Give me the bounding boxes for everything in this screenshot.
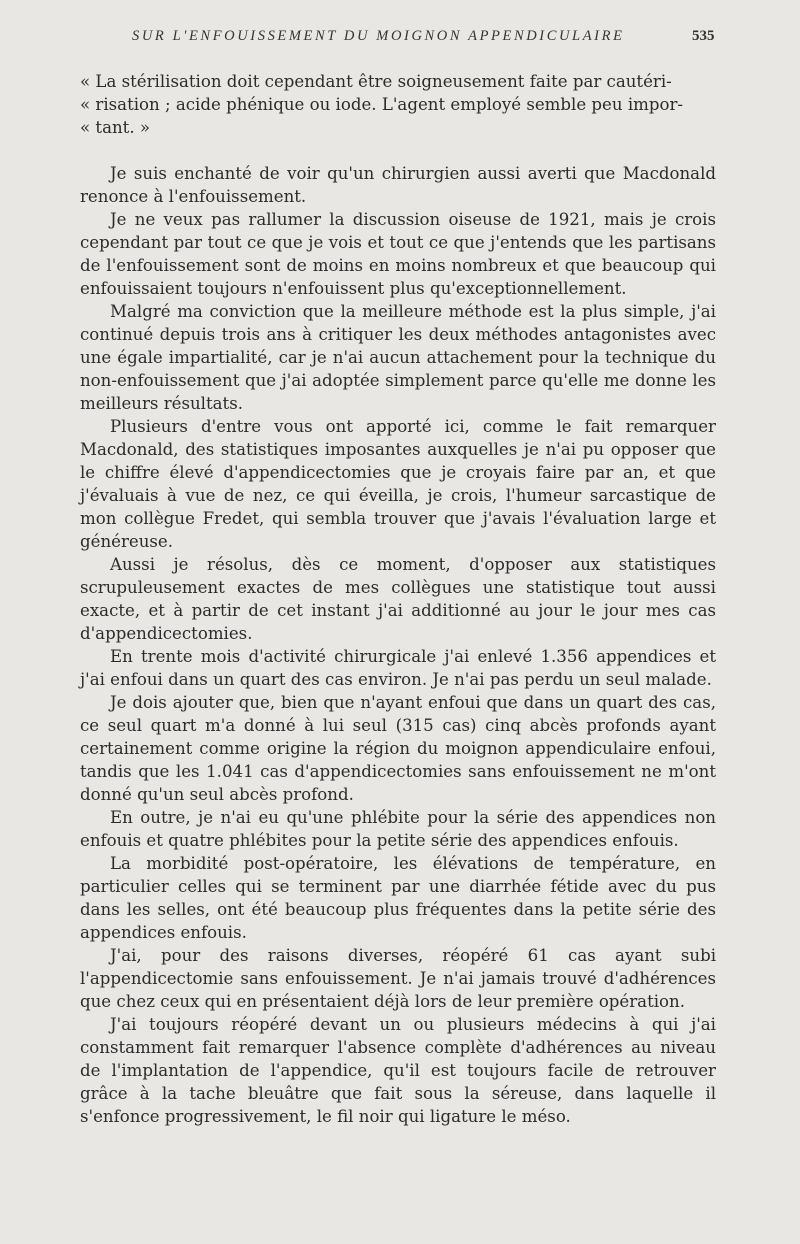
paragraph: Je dois ajouter que, bien que n'ayant enfoui que dans un quart des cas, ce seul quart m'a donné à lui seul (315 cas) cinq abcès profonds ayant certainement comme origine la région du moignon appendiculaire enfoui, tandis que les 1.041 cas d'appendicectomies sans enfouissement ne m'ont donné qu'un seul abcès profond. — [80, 693, 716, 804]
paragraph: Aussi je résolus, dès ce moment, d'opposer aux statistiques scrupuleusement exactes de mes collègues une statistique tout aussi exacte, et à partir de cet instant j'ai additionné au jour le jour mes cas d'appendicectomies. — [80, 555, 716, 643]
quote-line: « La stérilisation doit cependant être soigneusement faite par cautéri- — [80, 72, 672, 91]
quotation — [80, 70, 716, 139]
paragraph: Plusieurs d'entre vous ont apporté ici, comme le fait remarquer Macdonald, des statistiques imposantes auxquelles je n'ai pu opposer que le chiffre élevé d'appendicectomies que je croyais faire par an, et que j'évaluais à vue de nez, ce qui éveilla, je crois, l'humeur sarcastique de mon collègue Fredet, qui sembla trouver que j'avais l'évaluation large et généreuse. — [80, 417, 716, 551]
body-text — [80, 70, 716, 1128]
paragraph: Je suis enchanté de voir qu'un chirurgien aussi averti que Macdonald renonce à l'enfouissement. — [80, 164, 716, 206]
quote-line: « tant. » — [80, 118, 151, 137]
page-number: 535 — [692, 28, 715, 44]
paragraph: J'ai, pour des raisons diverses, réopéré 61 cas ayant subi l'appendicectomie sans enfouissement. Je n'ai jamais trouvé d'adhérences que chez ceux qui en présentaient déjà lors de leur première opération. — [80, 946, 716, 1011]
paragraph: Je ne veux pas rallumer la discussion oiseuse de 1921, mais je crois cependant par tout ce que je vois et tout ce que j'entends que les partisans de l'enfouissement sont de moins en moins nombreux et que beaucoup qui enfouissaient toujours n'enfouissent plus qu'exceptionnellement. — [80, 210, 716, 298]
quote-line: « risation ; acide phénique ou iode. L'agent employé semble peu impor- — [80, 95, 684, 114]
running-title: SUR L'ENFOUISSEMENT DU MOIGNON APPENDICULAIRE — [132, 28, 625, 44]
paragraph: En outre, je n'ai eu qu'une phlébite pour la série des appendices non enfouis et quatre phlébites pour la petite série des appendices enfouis. — [80, 808, 716, 850]
paragraph: Malgré ma conviction que la meilleure méthode est la plus simple, j'ai continué depuis trois ans à critiquer les deux méthodes antagonistes avec une égale impartialité, car je n'ai aucun attachement pour la technique du non-enfouissement que j'ai adoptée simplement parce qu'elle me donne les meilleurs résultats. — [80, 302, 716, 413]
paragraph: J'ai toujours réopéré devant un ou plusieurs médecins à qui j'ai constamment fait remarquer l'absence complète d'adhérences au niveau de l'implantation de l'appendice, qu'il est toujours facile de retrouver grâce à la tache bleuâtre que fait sous la séreuse, dans laquelle il s'enfonce progressivement, le fil noir qui ligature le méso. — [80, 1015, 716, 1126]
paragraph-spacer — [80, 139, 716, 162]
paragraph: En trente mois d'activité chirurgicale j'ai enlevé 1.356 appendices et j'ai enfoui dans un quart des cas environ. Je n'ai pas perdu un seul malade. — [80, 647, 716, 689]
paragraph: La morbidité post-opératoire, les élévations de température, en particulier celles qui se terminent par une diarrhée fétide avec du pus dans les selles, ont été beaucoup plus fréquentes dans la petite série des appendices enfouis. — [80, 854, 716, 942]
